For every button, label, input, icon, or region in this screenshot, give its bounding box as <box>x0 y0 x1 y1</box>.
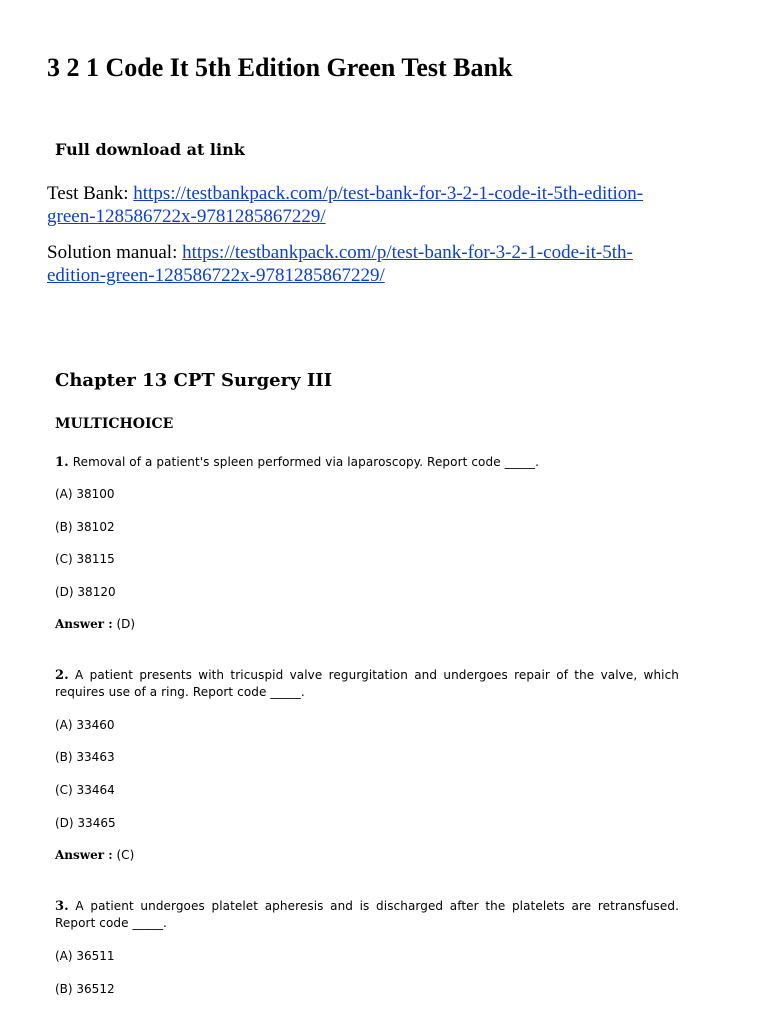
test-bank-url-line1: https://testbankpack.com/p/test-bank-for-3-2-1-code-it-5th-edition- <box>133 183 644 204</box>
question-2-option-a: (A) 33460 <box>55 718 115 732</box>
solution-manual-url-line1: https://testbankpack.com/p/test-bank-for-3-2-1-code-it-5th- <box>182 242 633 263</box>
section-title: MULTICHOICE <box>55 416 174 432</box>
test-bank-label: Test Bank: <box>47 183 134 204</box>
test-bank-url-line2: green-128586722x-9781285867229/ <box>47 206 326 227</box>
question-1-answer <box>55 616 135 633</box>
question-1-option-c: (C) 38115 <box>55 552 115 566</box>
question-1-text <box>55 454 679 471</box>
question-2-answer-label: Answer : <box>55 848 113 862</box>
question-2-text <box>55 667 679 701</box>
question-2-answer <box>55 847 134 864</box>
question-1-option-a: (A) 38100 <box>55 487 115 501</box>
question-3-text <box>55 898 679 932</box>
solution-manual-label: Solution manual: <box>47 242 183 263</box>
question-2-option-b: (B) 33463 <box>55 750 115 764</box>
question-3-option-b: (B) 36512 <box>55 982 115 996</box>
question-2-option-c: (C) 33464 <box>55 783 115 797</box>
question-3-number: 3. <box>55 899 69 914</box>
test-bank-link[interactable] <box>47 183 643 227</box>
question-2-body: A patient presents with tricuspid valve regurgitation and undergoes repair of the valve, which requires use of a ring. Report code _____. <box>55 668 679 699</box>
chapter-title: Chapter 13 CPT Surgery III <box>55 370 333 391</box>
question-1-option-b: (B) 38102 <box>55 520 115 534</box>
question-1-number: 1. <box>55 455 69 470</box>
question-1-answer-label: Answer : <box>55 617 113 631</box>
solution-manual-url-line2: edition-green-128586722x-9781285867229/ <box>47 265 385 286</box>
question-1-answer-value: (D) <box>112 617 136 631</box>
full-download-bold: Full d <box>55 140 107 159</box>
question-2-answer-value: (C) <box>112 848 135 862</box>
question-3-body: A patient undergoes platelet apheresis and is discharged after the platelets are retransfused. Report code _____. <box>55 899 679 930</box>
document-title: 3 2 1 Code It 5th Edition Green Test Bank <box>47 53 513 82</box>
test-bank-link-row <box>47 182 697 228</box>
solution-manual-link-row <box>47 241 697 287</box>
full-download-heading <box>55 139 245 161</box>
question-3-option-a: (A) 36511 <box>55 949 115 963</box>
question-2-option-d: (D) 33465 <box>55 816 116 830</box>
question-2-number: 2. <box>55 668 69 683</box>
question-1-body: Removal of a patient's spleen performed via laparoscopy. Report code _____. <box>68 455 540 469</box>
question-1-option-d: (D) 38120 <box>55 585 116 599</box>
full-download-rest: ownload at link <box>106 140 245 159</box>
